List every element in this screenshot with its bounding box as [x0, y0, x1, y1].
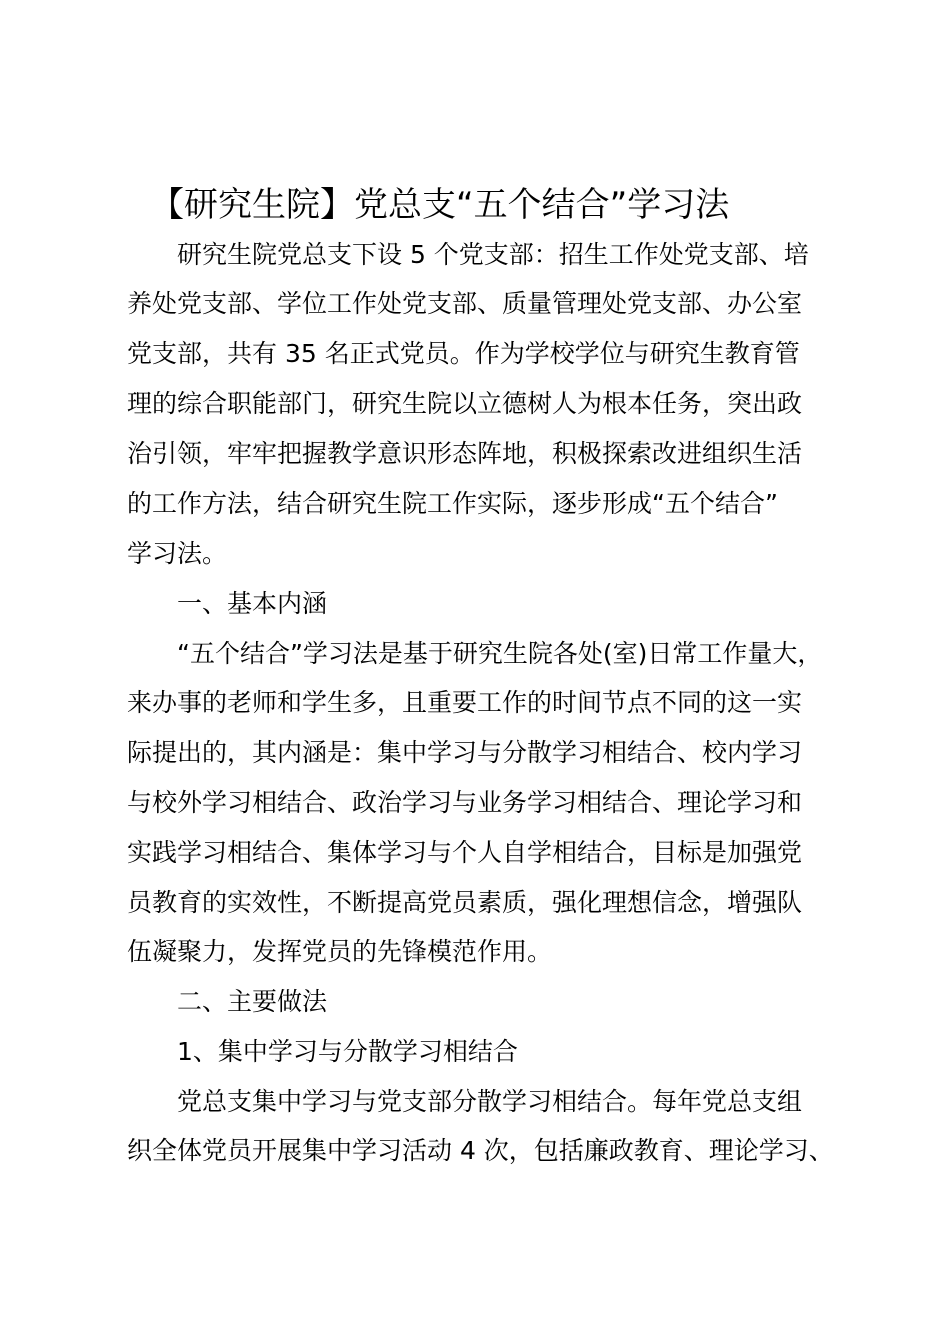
paragraph-line: 党总支集中学习与党支部分散学习相结合。每年党总支组 [177, 1087, 803, 1116]
paragraph-line: 的工作方法，结合研究生院工作实际，逐步形成“五个结合” [127, 489, 778, 518]
subsection-heading: 1、集中学习与分散学习相结合 [177, 1037, 518, 1066]
paragraph-line: 员教育的实效性，不断提高党员素质，强化理想信念，增强队 [127, 888, 803, 917]
document-title: 【研究生院】党总支“五个结合”学习法 [150, 185, 730, 225]
paragraph-line: 来办事的老师和学生多，且重要工作的时间节点不同的这一实 [127, 688, 803, 717]
paragraph-line: 研究生院党总支下设 5 个党支部：招生工作处党支部、培 [177, 240, 809, 269]
paragraph-line: 理的综合职能部门，研究生院以立德树人为根本任务，突出政 [127, 389, 803, 418]
paragraph-line: 党支部，共有 35 名正式党员。作为学校学位与研究生教育管 [127, 339, 800, 368]
section-heading: 二、主要做法 [177, 987, 328, 1016]
paragraph-line: 与校外学习相结合、政治学习与业务学习相结合、理论学习和 [127, 788, 803, 817]
paragraph-line: 际提出的，其内涵是：集中学习与分散学习相结合、校内学习 [127, 738, 803, 767]
paragraph-line: “五个结合”学习法是基于研究生院各处(室)日常工作量大， [177, 639, 823, 668]
section-heading: 一、基本内涵 [177, 589, 328, 618]
paragraph-line: 实践学习相结合、集体学习与个人自学相结合，目标是加强党 [127, 838, 803, 867]
paragraph-line: 伍凝聚力，发挥党员的先锋模范作用。 [127, 937, 553, 966]
paragraph-line: 学习法。 [127, 539, 228, 568]
paragraph-line: 治引领，牢牢把握教学意识形态阵地，积极探索改进组织生活 [127, 439, 803, 468]
paragraph-line: 织全体党员开展集中学习活动 4 次，包括廉政教育、理论学习、 [127, 1136, 834, 1165]
paragraph-line: 养处党支部、学位工作处党支部、质量管理处党支部、办公室 [127, 289, 803, 318]
